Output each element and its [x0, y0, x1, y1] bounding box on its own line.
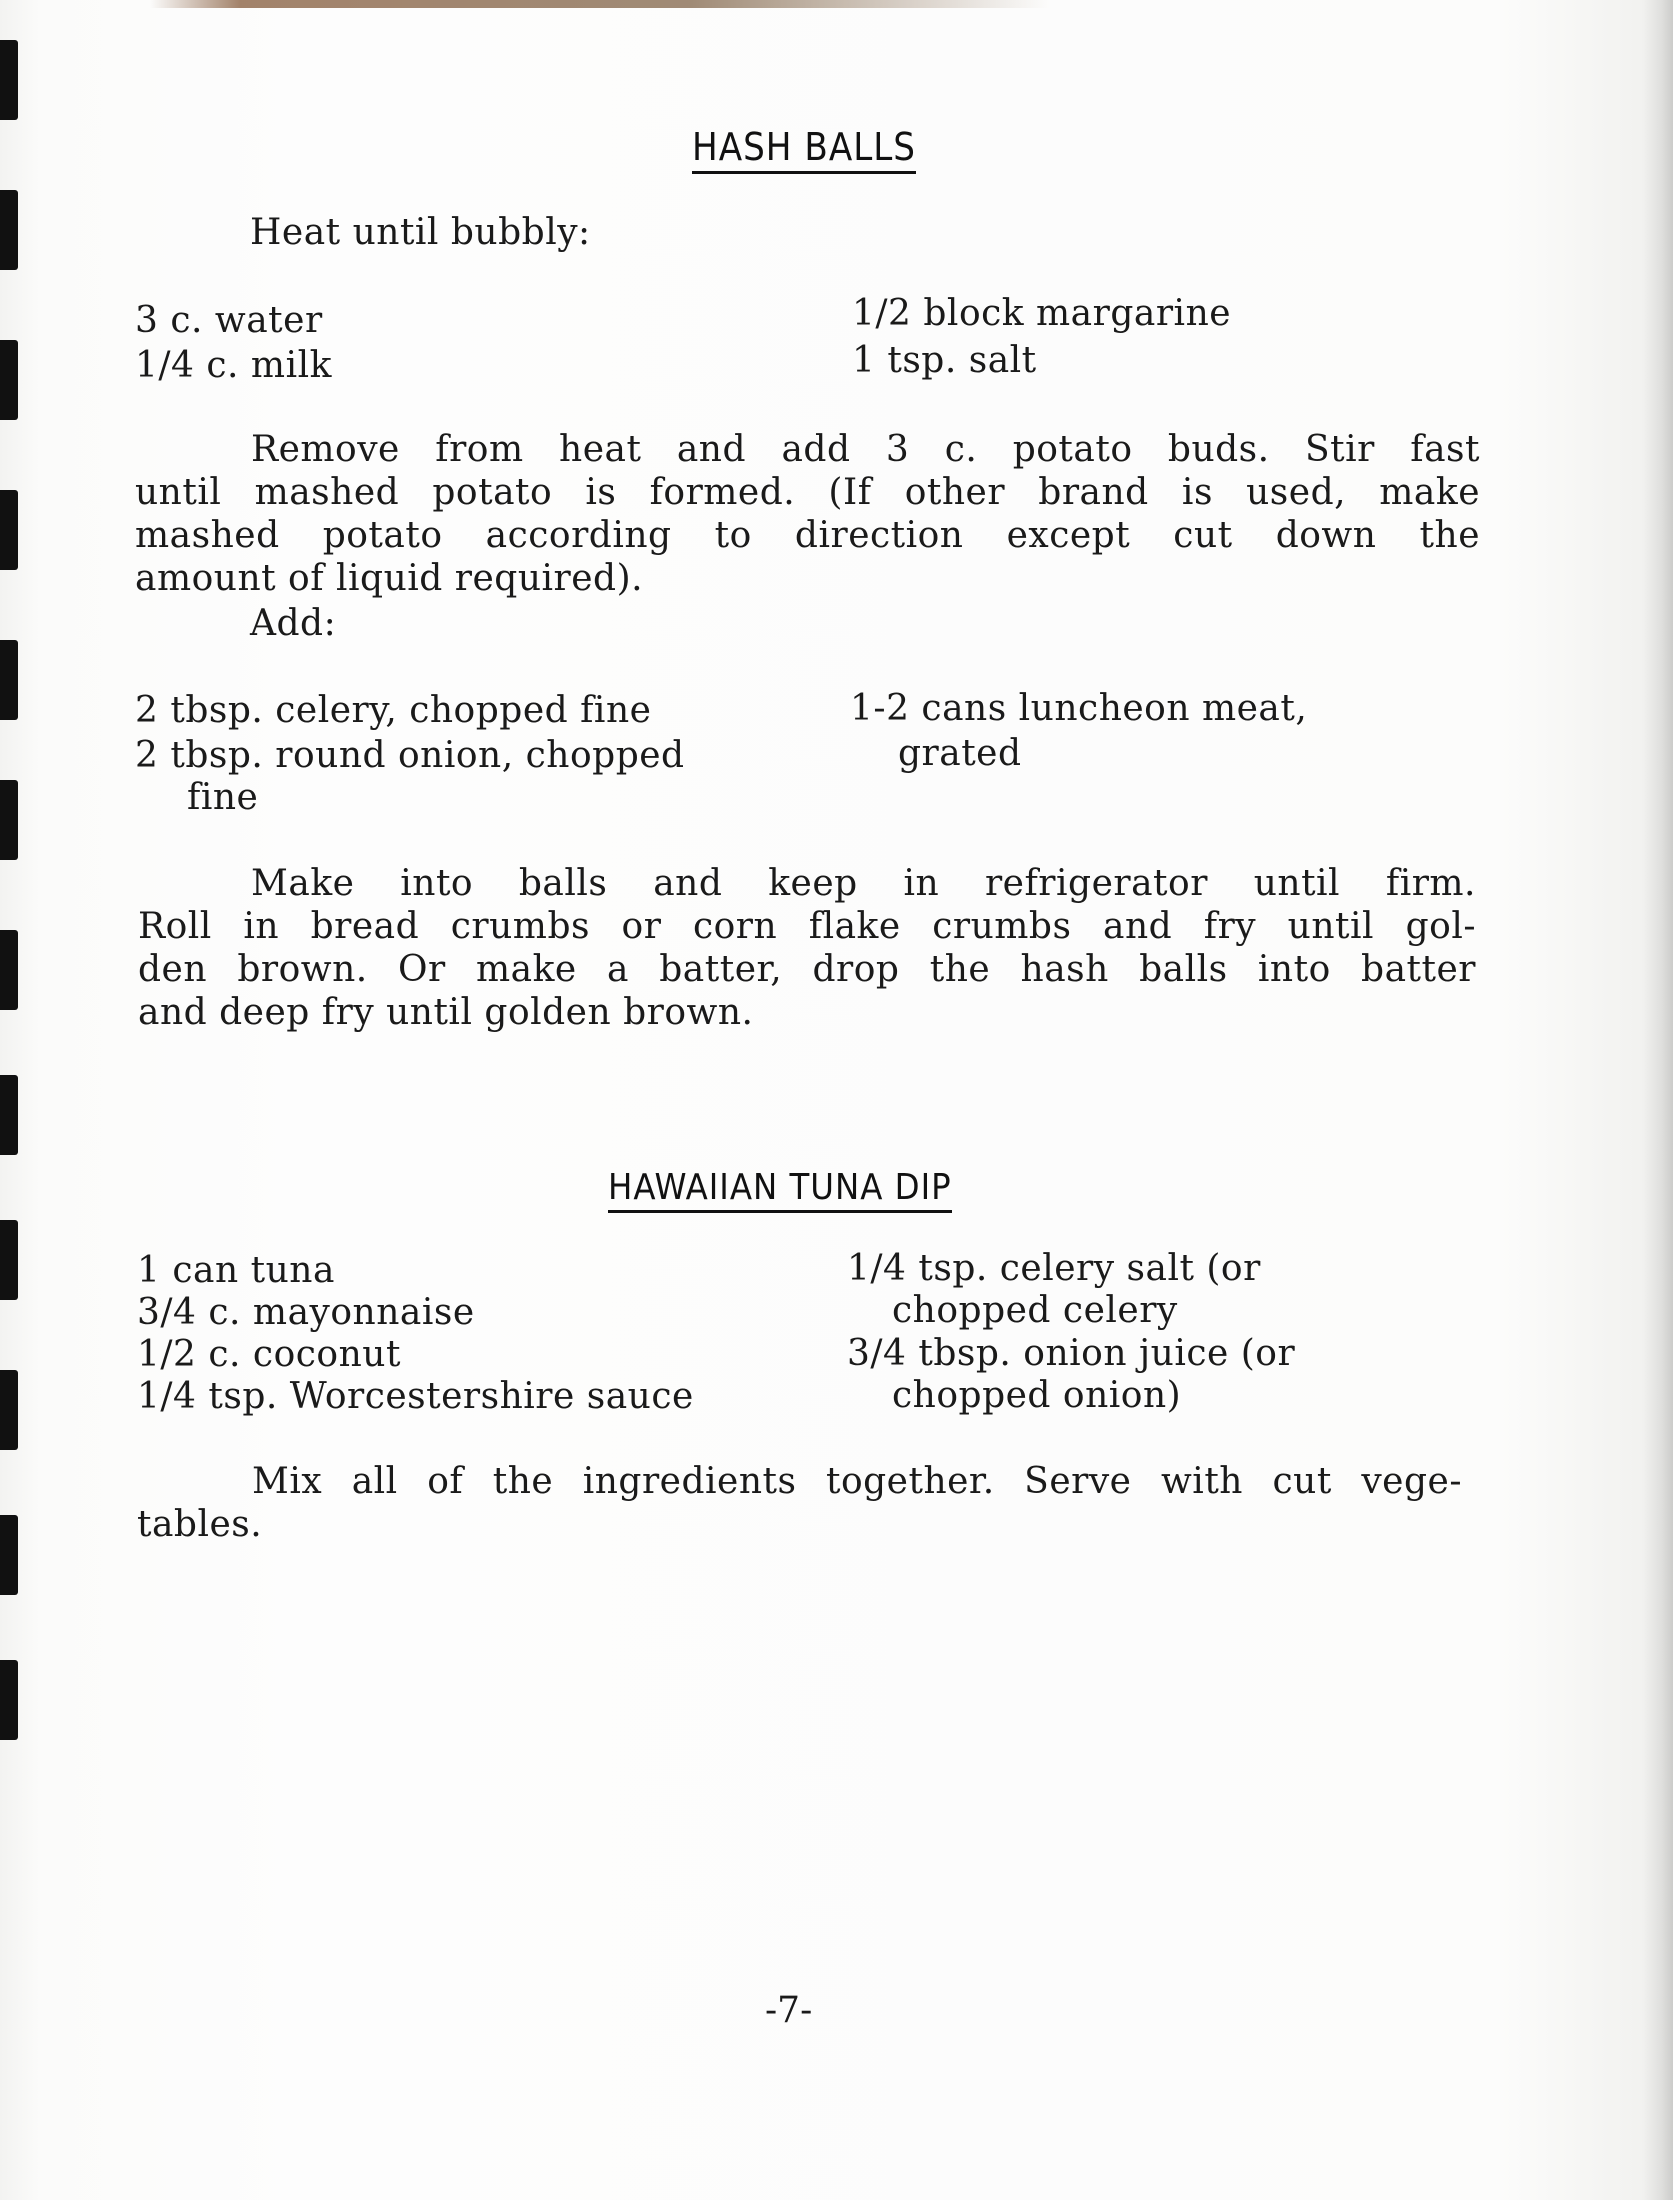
page-number: -7-	[765, 1990, 813, 2031]
method-paragraph	[138, 862, 1476, 1034]
method-line: and deep fry until golden brown.	[138, 992, 754, 1033]
binding-ring	[0, 1515, 18, 1595]
ingredient-right: 3/4 tbsp. onion juice (or	[847, 1333, 1296, 1374]
page-right-edge-shadow	[1643, 0, 1673, 2200]
ingredient-right: chopped celery	[892, 1290, 1178, 1331]
method-line: Roll in bread crumbs or corn flake crumbs and fry until gol-	[138, 906, 1476, 947]
page-top-edge	[150, 0, 1050, 8]
binding-ring	[0, 780, 18, 860]
binding-ring	[0, 1370, 18, 1450]
method-line: Make into balls and keep in refrigerator until firm.	[251, 863, 1476, 904]
ingredient-left: 1 can tuna	[137, 1250, 335, 1291]
binding-ring	[0, 40, 18, 120]
ingredient-right: 1-2 cans luncheon meat,	[850, 688, 1308, 729]
method-line: until mashed potato is formed. (If other brand is used, make	[135, 472, 1480, 513]
binding-ring	[0, 930, 18, 1010]
binding-ring	[0, 1075, 18, 1155]
ingredient-left: 1/4 c. milk	[135, 345, 332, 386]
binding-ring	[0, 490, 18, 570]
ingredient-left: 3/4 c. mayonnaise	[137, 1292, 475, 1333]
method-line: tables.	[137, 1504, 263, 1545]
ingredient-left: 2 tbsp. round onion, chopped	[135, 735, 685, 776]
ingredient-left: 3 c. water	[135, 300, 323, 341]
binding-ring	[0, 640, 18, 720]
method-line: den brown. Or make a batter, drop the hash balls into batter	[138, 949, 1476, 990]
ingredient-right: 1/4 tsp. celery salt (or	[847, 1248, 1261, 1289]
ingredient-left: 1/4 tsp. Worcestershire sauce	[137, 1376, 694, 1417]
recipe-title-hawaiian-tuna-dip: HAWAIIAN TUNA DIP	[608, 1167, 952, 1213]
binding-ring	[0, 190, 18, 270]
binding-ring	[0, 1220, 18, 1300]
method-line: Mix all of the ingredients together. Serve with cut vege-	[252, 1461, 1462, 1502]
ingredient-left: fine	[187, 777, 259, 818]
ingredient-right: grated	[898, 733, 1022, 774]
method-line: amount of liquid required).	[135, 558, 644, 599]
add-label: Add:	[250, 603, 337, 644]
ingredient-left: 1/2 c. coconut	[137, 1334, 401, 1375]
method-line: Remove from heat and add 3 c. potato buds. Stir fast	[251, 429, 1480, 470]
method-paragraph	[135, 428, 1480, 600]
ingredient-left: 2 tbsp. celery, chopped fine	[135, 690, 652, 731]
binding-ring	[0, 1660, 18, 1740]
intro-text: Heat until bubbly:	[250, 212, 591, 253]
method-line: mashed potato according to direction except cut down the	[135, 515, 1480, 556]
ingredient-right: 1 tsp. salt	[852, 340, 1037, 381]
ingredient-right: chopped onion)	[892, 1375, 1182, 1416]
ingredient-right: 1/2 block margarine	[852, 293, 1232, 334]
method-paragraph	[137, 1460, 1462, 1546]
recipe-title-hash-balls: HASH BALLS	[692, 125, 916, 174]
binding-ring	[0, 340, 18, 420]
